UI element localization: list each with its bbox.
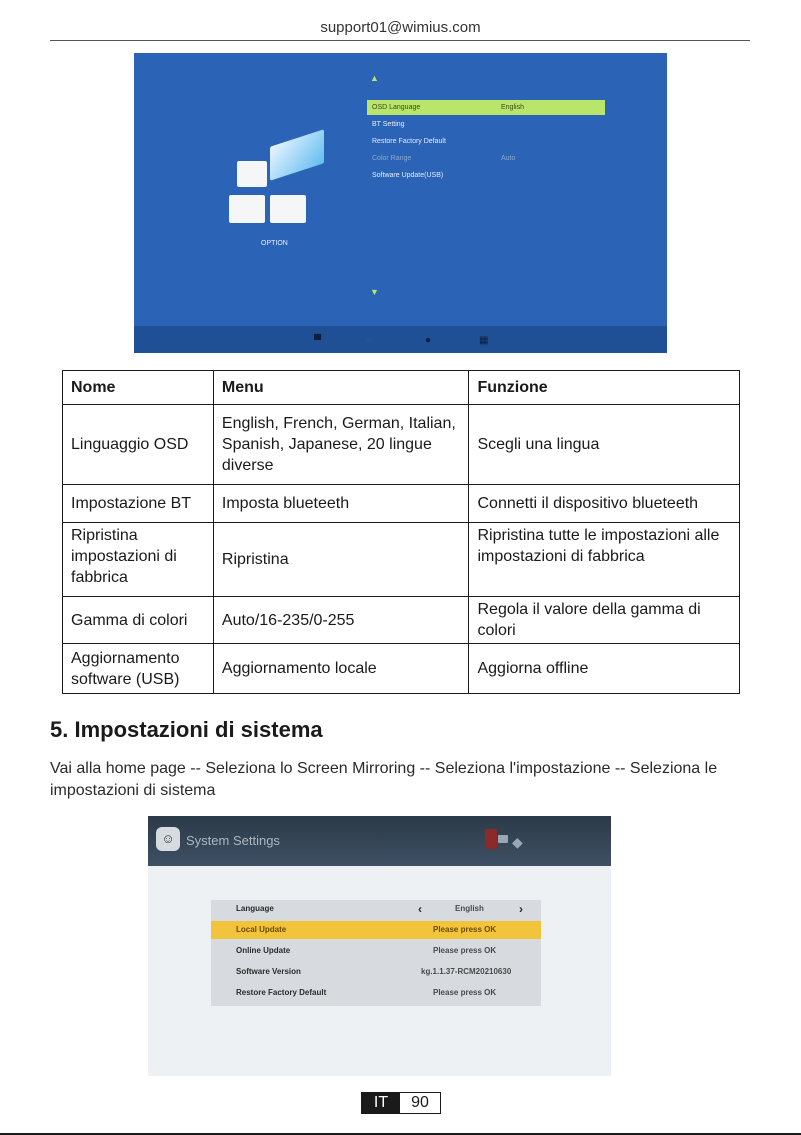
cast-icon: ◆ (512, 834, 523, 850)
table-cell: Aggiornamento software (USB) (63, 644, 214, 694)
system-settings-title-bar (148, 816, 611, 866)
language-code: IT (362, 1093, 400, 1113)
sound-icon[interactable]: ● (425, 335, 432, 346)
column-header-funzione: Funzione (469, 371, 740, 405)
section-heading: 5. Impostazioni di sistema (50, 717, 323, 742)
table-cell: Impostazione BT (63, 485, 214, 523)
settings-row-software-version[interactable]: Software Version kg.1.1.37-RCM20210630 (236, 967, 512, 976)
settings-row-language[interactable]: Language ‹ English › (236, 902, 523, 916)
option-section-label: OPTION (261, 240, 288, 247)
table-header-row (63, 371, 740, 405)
column-header-nome: Nome (63, 371, 214, 405)
menu-item-color-range[interactable]: Color Range Auto (372, 155, 516, 162)
arrow-up-icon: ▲ (370, 73, 379, 83)
table-row (63, 644, 740, 694)
section-instructions: Vai alla home page -- Seleziona lo Screen Mirroring -- Seleziona l'impostazione -- Seleziona le impostazioni di sistema (50, 760, 718, 799)
option-settings-table (62, 370, 740, 694)
menu-item-osd-language[interactable]: OSD Language English (367, 100, 605, 115)
table-row (63, 485, 740, 523)
option-menu-screenshot (134, 53, 667, 353)
tv-icon[interactable]: ▀ (314, 335, 322, 346)
table-row (63, 597, 740, 644)
table-cell: Ripristina impostazioni di fabbrica (63, 523, 214, 597)
settings-row-restore-factory-default[interactable]: Restore Factory Default Please press OK (236, 988, 497, 997)
table-cell: Connetti il dispositivo blueteeth (469, 485, 740, 523)
chevron-left-icon[interactable]: ‹ (418, 902, 422, 916)
header-divider (50, 40, 750, 41)
picture-icon[interactable]: ○ (366, 335, 373, 346)
table-cell: Ripristina tutte le impostazioni alle impostazioni di fabbrica (469, 523, 740, 597)
arrow-down-icon: ▼ (370, 287, 379, 297)
option-tile (270, 195, 306, 223)
table-cell: Ripristina (213, 523, 469, 597)
system-settings-screenshot (148, 816, 611, 1076)
table-cell: Aggiorna offline (469, 644, 740, 694)
bottom-nav-bar (134, 326, 667, 353)
table-cell: Regola il valore della gamma di colori (469, 597, 740, 644)
menu-item-restore-factory-default[interactable]: Restore Factory Default (372, 138, 446, 145)
usb-plug-icon (498, 835, 508, 843)
system-settings-title: System Settings (186, 833, 280, 848)
settings-row-local-update[interactable]: Local Update Please press OK (211, 921, 541, 939)
settings-row-online-update[interactable]: Online Update Please press OK (236, 946, 497, 955)
page-header-email: support01@wimius.com (320, 19, 481, 36)
chevron-right-icon[interactable]: › (519, 902, 523, 916)
table-cell: Imposta blueteeth (213, 485, 469, 523)
table-cell: Aggiornamento locale (213, 644, 469, 694)
page-number: 90 (400, 1093, 440, 1113)
option-tile (229, 195, 265, 223)
table-cell: English, French, German, Italian, Spanish, Japanese, 20 lingue diverse (213, 405, 469, 485)
table-cell: Gamma di colori (63, 597, 214, 644)
settings-app-icon: ☺ (156, 827, 180, 851)
column-header-menu: Menu (213, 371, 469, 405)
table-row (63, 523, 740, 597)
menu-item-bt-setting[interactable]: BT Setting (372, 121, 405, 128)
table-cell: Auto/16-235/0-255 (213, 597, 469, 644)
menu-item-software-update-usb[interactable]: Software Update(USB) (372, 172, 444, 179)
page-number-badge (361, 1092, 441, 1114)
option-tile-large (270, 129, 324, 181)
option-grid-icon[interactable]: ▦ (479, 335, 489, 346)
usb-icon (485, 829, 497, 849)
option-tile (237, 161, 267, 187)
table-row (63, 405, 740, 485)
table-cell: Scegli una lingua (469, 405, 740, 485)
table-cell: Linguaggio OSD (63, 405, 214, 485)
